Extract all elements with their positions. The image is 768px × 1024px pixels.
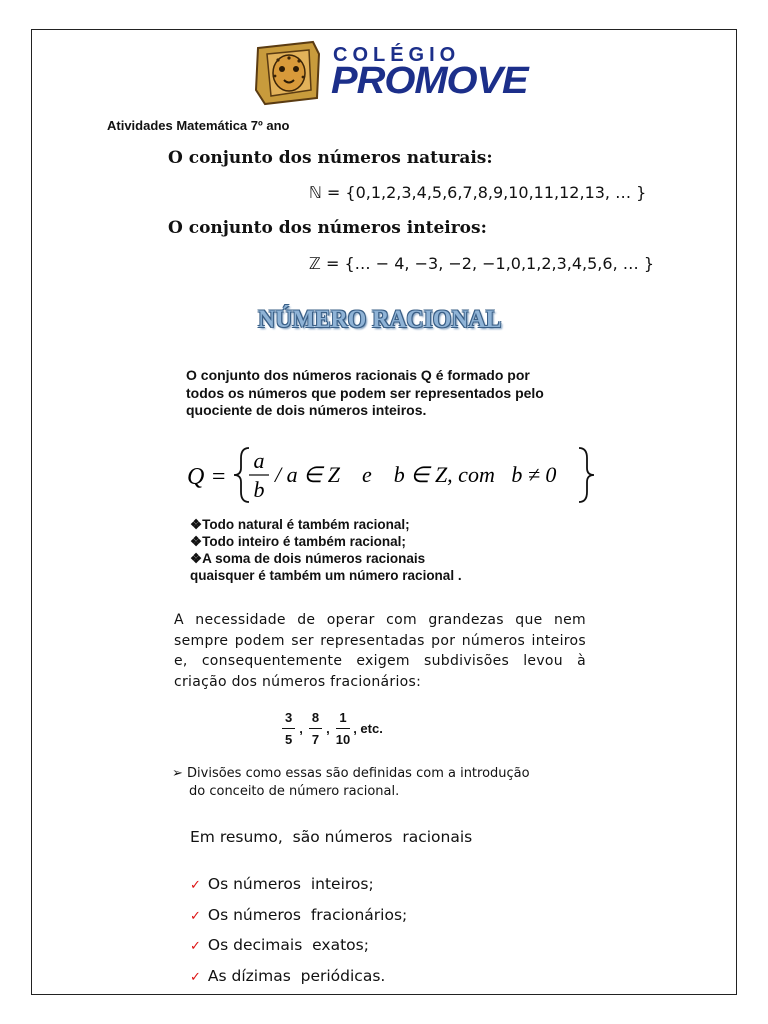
- fraction: [282, 710, 295, 747]
- resumo-heading: Em resumo, são números racionais: [190, 828, 473, 846]
- fraction-numerator: 3: [282, 710, 295, 729]
- brand-top: COLÉGIO: [333, 44, 461, 66]
- racional-bullets: [190, 516, 462, 584]
- fraction-denominator: 10: [335, 731, 351, 747]
- resumo-item-label: Os números fracionários;: [207, 905, 408, 924]
- resumo-list: [190, 870, 407, 992]
- bullet-item: ❖Todo natural é também racional;: [190, 517, 410, 532]
- checkmark-icon: ✓: [190, 908, 201, 924]
- fraction-separator: ,: [326, 720, 330, 736]
- page-frame: [31, 29, 737, 995]
- resumo-item-label: Os decimais exatos;: [207, 936, 369, 954]
- bullet-item: ❖Todo inteiro é também racional;: [190, 534, 406, 549]
- racional-formula: [187, 440, 607, 510]
- fraction-numerator: 1: [336, 710, 349, 729]
- fracoes-paragraph: A necessidade de operar com grandezas que nem sempre podem ser representadas por números inteiros e, consequentemente exigem subdivisões levou à criação dos números fracionários:: [174, 612, 586, 690]
- resumo-item: [190, 962, 407, 993]
- fraction: [309, 710, 322, 747]
- formula-numerator: a: [253, 448, 265, 473]
- resumo-item: [190, 901, 407, 932]
- fraction-separator: ,: [299, 720, 303, 736]
- racional-title: NÚMERO RACIONAL: [258, 306, 502, 333]
- formula-lhs: Q =: [187, 464, 227, 490]
- bullet-item: ❖A soma de dois números racionais: [190, 551, 426, 566]
- divisoes-line-2: do conceito de número racional.: [189, 784, 400, 799]
- jaguar-logo-icon: [253, 40, 323, 106]
- fraction-examples: [280, 705, 383, 751]
- resumo-item: [190, 870, 407, 901]
- fraction-etc: , etc.: [353, 720, 383, 736]
- formula-denominator: b: [253, 477, 265, 502]
- fraction-numerator: 8: [309, 710, 322, 729]
- fraction-denominator: 5: [285, 731, 293, 747]
- checkmark-icon: ✓: [190, 939, 201, 954]
- resumo-item: [190, 931, 407, 962]
- brand-name: PROMOVE: [331, 60, 528, 102]
- bullet-item: quaisquer é também um número racional .: [190, 568, 462, 583]
- fraction-denominator: 7: [311, 731, 320, 747]
- resumo-item-label: Os números inteiros;: [207, 875, 374, 893]
- inteiros-heading: O conjunto dos números inteiros:: [168, 218, 487, 238]
- resumo-item-label: As dízimas periódicas.: [207, 966, 386, 985]
- divisoes-note: [172, 765, 592, 801]
- naturais-set: ℕ = {0,1,2,3,4,5,6,7,8,9,10,11,12,13, … }: [309, 183, 647, 202]
- formula-condition: / a ∈ Z e b ∈ Z, com b ≠ 0: [275, 462, 557, 487]
- checkmark-icon: ✓: [190, 969, 201, 985]
- inteiros-set: ℤ = {… − 4, −3, −2, −1,0,1,2,3,4,5,6, … }: [309, 254, 654, 273]
- subject-heading: Atividades Matemática 7º ano: [107, 118, 290, 133]
- fraction: [336, 710, 350, 747]
- checkmark-icon: ✓: [190, 878, 201, 893]
- racional-definition: O conjunto dos números racionais Q é formado por todos os números que podem ser representados pelo quociente de dois números inteiros.: [186, 367, 544, 418]
- naturais-heading: O conjunto dos números naturais:: [168, 148, 493, 168]
- divisoes-line-1: ➢ Divisões como essas são definidas com a introdução: [172, 766, 530, 781]
